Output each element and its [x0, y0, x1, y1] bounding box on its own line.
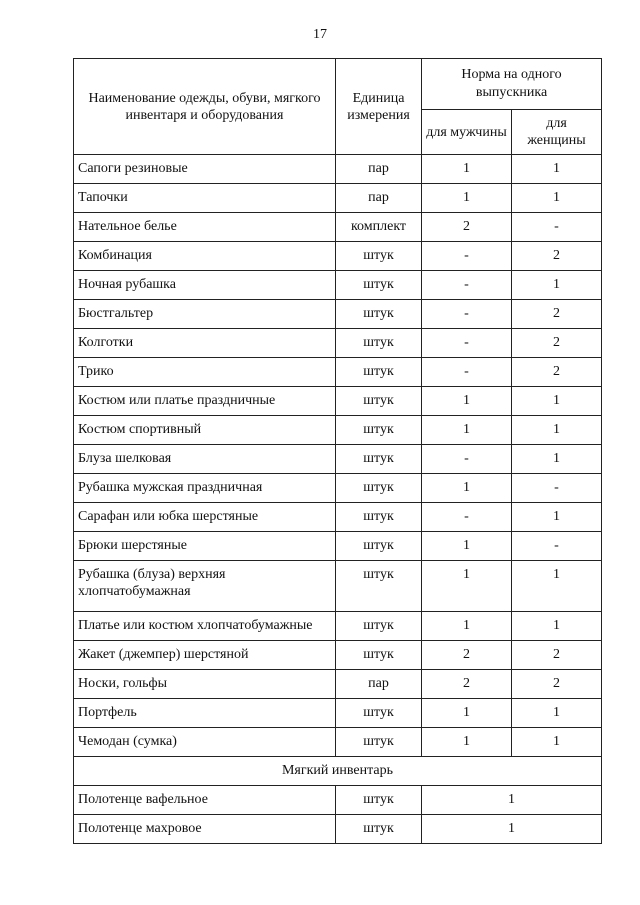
norm-men: -	[422, 300, 512, 329]
item-name: Платье или костюм хлопчатобумажные	[74, 612, 336, 641]
table-row	[74, 728, 602, 757]
norm-women: 2	[512, 300, 602, 329]
item-unit: штук	[336, 503, 422, 532]
table-row	[74, 561, 602, 612]
norm-men: -	[422, 242, 512, 271]
table-row	[74, 155, 602, 184]
header-unit: Единица измерения	[336, 59, 422, 155]
norm-women: 2	[512, 670, 602, 699]
item-name: Тапочки	[74, 184, 336, 213]
norm-men: -	[422, 271, 512, 300]
table-row	[74, 699, 602, 728]
table-row	[74, 612, 602, 641]
norm-women: 1	[512, 612, 602, 641]
norm-women: 1	[512, 184, 602, 213]
item-name: Брюки шерстяные	[74, 532, 336, 561]
item-unit: штук	[336, 300, 422, 329]
norm-women: 1	[512, 561, 602, 612]
table-row	[74, 300, 602, 329]
norm-men: 1	[422, 561, 512, 612]
norm-women: 1	[512, 271, 602, 300]
item-unit: штук	[336, 358, 422, 387]
item-name: Чемодан (сумка)	[74, 728, 336, 757]
table-row	[74, 358, 602, 387]
norm-women: 2	[512, 358, 602, 387]
norm-men: 1	[422, 416, 512, 445]
item-unit: штук	[336, 387, 422, 416]
item-name: Рубашка (блуза) верхняя хлопчатобумажная	[74, 561, 336, 612]
item-name: Полотенце махровое	[74, 815, 336, 844]
norm-women: 1	[512, 728, 602, 757]
table-row	[74, 503, 602, 532]
item-unit: штук	[336, 445, 422, 474]
table-row	[74, 532, 602, 561]
item-unit: штук	[336, 271, 422, 300]
item-unit: штук	[336, 561, 422, 612]
table-row	[74, 786, 602, 815]
table-row	[74, 670, 602, 699]
item-unit: штук	[336, 242, 422, 271]
table-row	[74, 242, 602, 271]
norm-women: -	[512, 532, 602, 561]
norm-men: 1	[422, 387, 512, 416]
table-row	[74, 387, 602, 416]
table-row	[74, 815, 602, 844]
norm-men: -	[422, 358, 512, 387]
table-body	[74, 155, 602, 844]
table-row	[74, 184, 602, 213]
item-unit: комплект	[336, 213, 422, 242]
norm-men: -	[422, 329, 512, 358]
norm-men: 1	[422, 155, 512, 184]
item-name: Рубашка мужская праздничная	[74, 474, 336, 503]
item-unit: штук	[336, 786, 422, 815]
item-unit: штук	[336, 641, 422, 670]
item-unit: штук	[336, 474, 422, 503]
norm-men: 1	[422, 184, 512, 213]
norm-women: 1	[512, 699, 602, 728]
table-row	[74, 329, 602, 358]
item-unit: пар	[336, 155, 422, 184]
norm-men: 1	[422, 612, 512, 641]
item-name: Полотенце вафельное	[74, 786, 336, 815]
norm-men: 1	[422, 474, 512, 503]
norm-women: 2	[512, 242, 602, 271]
item-name: Носки, гольфы	[74, 670, 336, 699]
norm-women: 1	[512, 387, 602, 416]
header-name: Наименование одежды, обуви, мягкого инвентаря и оборудования	[74, 59, 336, 155]
item-name: Сапоги резиновые	[74, 155, 336, 184]
item-unit: штук	[336, 699, 422, 728]
norm-men: 2	[422, 213, 512, 242]
norm-women: -	[512, 213, 602, 242]
item-unit: пар	[336, 184, 422, 213]
norm-men: 1	[422, 699, 512, 728]
table-row	[74, 271, 602, 300]
norm-women: 1	[512, 416, 602, 445]
item-name: Блуза шелковая	[74, 445, 336, 474]
table-row	[74, 641, 602, 670]
norm-men: 1	[422, 532, 512, 561]
item-name: Бюстгальтер	[74, 300, 336, 329]
norm-men: 2	[422, 670, 512, 699]
item-name: Костюм или платье праздничные	[74, 387, 336, 416]
norm-women: 2	[512, 641, 602, 670]
item-name: Ночная рубашка	[74, 271, 336, 300]
item-unit: штук	[336, 532, 422, 561]
table-row	[74, 213, 602, 242]
item-unit: штук	[336, 728, 422, 757]
item-unit: штук	[336, 416, 422, 445]
norm-value: 1	[422, 786, 602, 815]
item-name: Жакет (джемпер) шерстяной	[74, 641, 336, 670]
page-number: 17	[313, 27, 327, 42]
norm-women: 2	[512, 329, 602, 358]
table-row	[74, 416, 602, 445]
table-row	[74, 445, 602, 474]
clothing-norms-table	[73, 58, 602, 844]
norm-men: -	[422, 445, 512, 474]
section-row	[74, 757, 602, 786]
item-unit: штук	[336, 815, 422, 844]
item-name: Портфель	[74, 699, 336, 728]
table-row	[74, 474, 602, 503]
item-name: Сарафан или юбка шерстяные	[74, 503, 336, 532]
norm-women: 1	[512, 503, 602, 532]
norm-value: 1	[422, 815, 602, 844]
norm-men: 1	[422, 728, 512, 757]
item-name: Трико	[74, 358, 336, 387]
item-unit: штук	[336, 329, 422, 358]
item-name: Колготки	[74, 329, 336, 358]
header-norm: Норма на одного выпускника	[422, 59, 602, 110]
norm-women: 1	[512, 445, 602, 474]
norm-women: -	[512, 474, 602, 503]
item-name: Костюм спортивный	[74, 416, 336, 445]
section-title: Мягкий инвентарь	[74, 757, 602, 786]
header-men: для мужчины	[422, 110, 512, 155]
norm-men: -	[422, 503, 512, 532]
item-unit: пар	[336, 670, 422, 699]
item-unit: штук	[336, 612, 422, 641]
norm-women: 1	[512, 155, 602, 184]
item-name: Комбинация	[74, 242, 336, 271]
item-name: Нательное белье	[74, 213, 336, 242]
header-women: для женщины	[512, 110, 602, 155]
norm-men: 2	[422, 641, 512, 670]
